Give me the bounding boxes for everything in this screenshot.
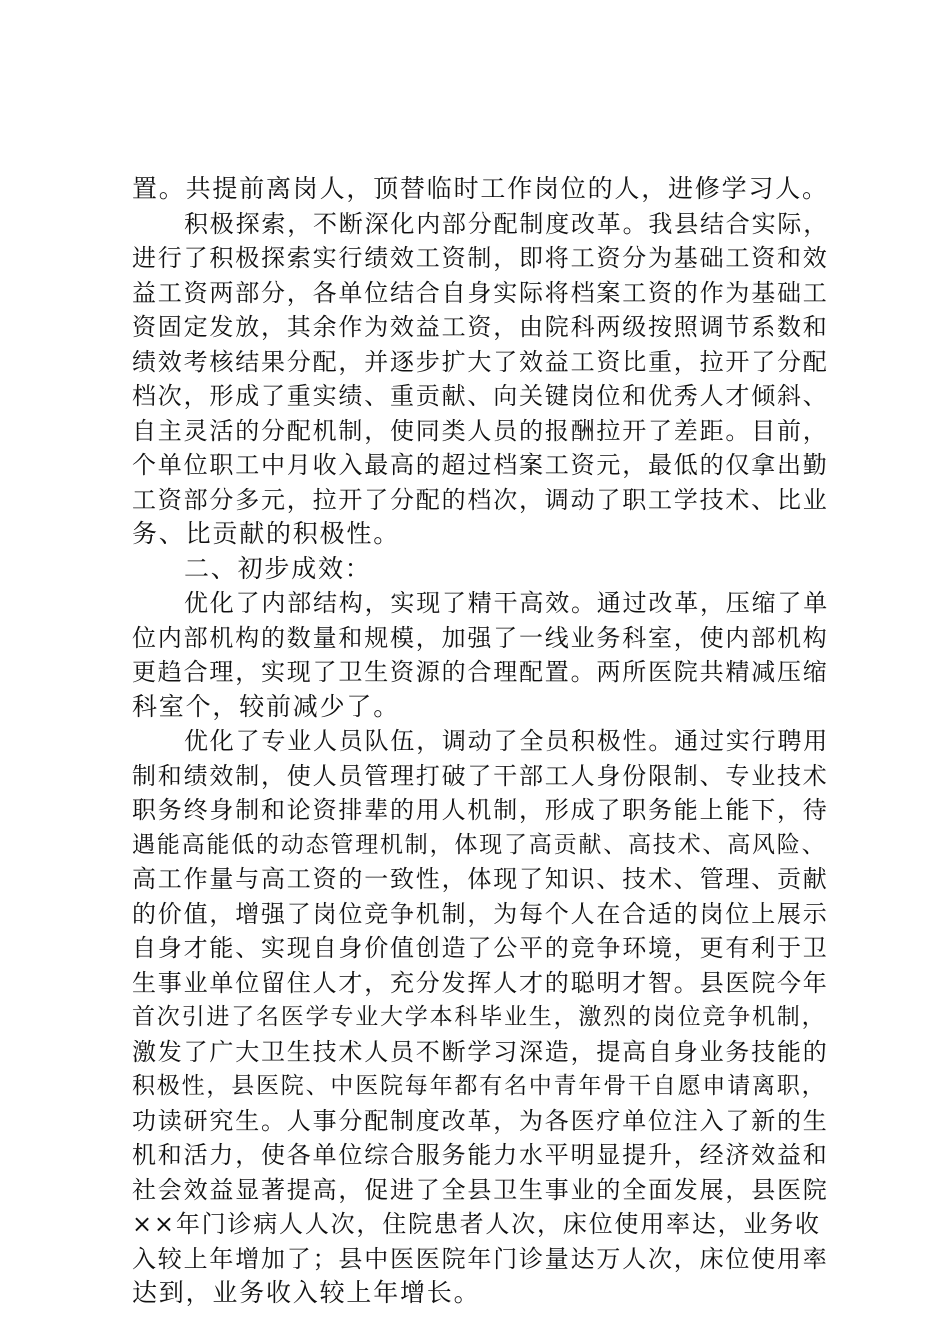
text-line: 务、比贡献的积极性。: [132, 519, 401, 548]
text-line: 高工作量与高工资的一致性，体现了知识、技术、管理、贡献: [132, 865, 829, 893]
text-line: 个单位职工中月收入最高的超过档案工资元，最低的仅拿出勤: [132, 451, 829, 479]
text-line: 档次，形成了重实绩、重贡献、向关键岗位和优秀人才倾斜、: [132, 382, 829, 410]
text-line: 功读研究生。人事分配制度改革，为各医疗单位注入了新的生: [132, 1106, 829, 1135]
text-line: 更趋合理，实现了卫生资源的合理配置。两所医院共精减压缩: [132, 658, 829, 686]
text-line: 资固定发放，其余作为效益工资，由院科两级按照调节系数和: [132, 313, 829, 341]
text-line: 自主灵活的分配机制，使同类人员的报酬拉开了差距。目前，: [132, 416, 829, 445]
text-line: 达到，业务收入较上年增长。: [132, 1278, 481, 1307]
text-line: 位内部机构的数量和规模，加强了一线业务科室，使内部机构: [132, 623, 829, 652]
text-line: 科室个，较前减少了。: [132, 691, 401, 721]
paragraph-heading-line: 优化了内部结构，实现了精干高效。通过改革，压缩了单: [184, 589, 829, 617]
text-line: 社会效益显著提高，促进了全县卫生事业的全面发展，县医院: [132, 1175, 829, 1204]
text-line: 生事业单位留住人才，充分发挥人才的聪明才智。县医院今年: [132, 968, 829, 997]
text-line: 入较上年增加了；县中医医院年门诊量达万人次，床位使用率: [132, 1244, 829, 1273]
text-line: ××年门诊病人人次，住院患者人次，床位使用率达，业务收: [132, 1210, 821, 1238]
text-line: 的价值，增强了岗位竞争机制，为每个人在合适的岗位上展示: [132, 899, 829, 928]
text-line: 机和活力，使各单位综合服务能力水平明显提升，经济效益和: [132, 1141, 829, 1169]
text-line: 激发了广大卫生技术人员不断学习深造，提高自身业务技能的: [132, 1037, 829, 1066]
text-line: 遇能高能低的动态管理机制，体现了高贡献、高技术、高风险、: [132, 831, 827, 858]
text-line: 积极性，县医院、中医院每年都有名中青年骨干自愿申请离职，: [132, 1073, 827, 1099]
section-heading: 二、初步成效：: [184, 553, 372, 583]
text-line: 益工资两部分，各单位结合自身实际将档案工资的作为基础工: [132, 278, 829, 307]
paragraph-heading-line: 积极探索，不断深化内部分配制度改革。我县结合实际，: [184, 209, 829, 238]
text-line: 进行了积极探索实行绩效工资制，即将工资分为基础工资和效: [132, 244, 829, 272]
text-line: 制和绩效制，使人员管理打破了干部工人身份限制、专业技术: [132, 761, 829, 790]
text-line: 自身才能、实现自身价值创造了公平的竞争环境，更有利于卫: [132, 934, 829, 962]
text-line: 绩效考核结果分配，并逐步扩大了效益工资比重，拉开了分配: [132, 347, 829, 376]
text-line: 工资部分多元，拉开了分配的档次，调动了职工学技术、比业: [132, 485, 829, 514]
text-line: 职务终身制和论资排辈的用人机制，形成了职务能上能下，待: [132, 796, 829, 824]
document-body: [132, 172, 832, 1311]
text-line: 首次引进了名医学专业大学本科毕业生，激烈的岗位竞争机制，: [132, 1004, 827, 1030]
text-line: 置。共提前离岗人，顶替临时工作岗位的人，进修学习人。: [132, 174, 829, 203]
paragraph-heading-line: 优化了专业人员队伍，调动了全员积极性。通过实行聘用: [184, 727, 829, 755]
